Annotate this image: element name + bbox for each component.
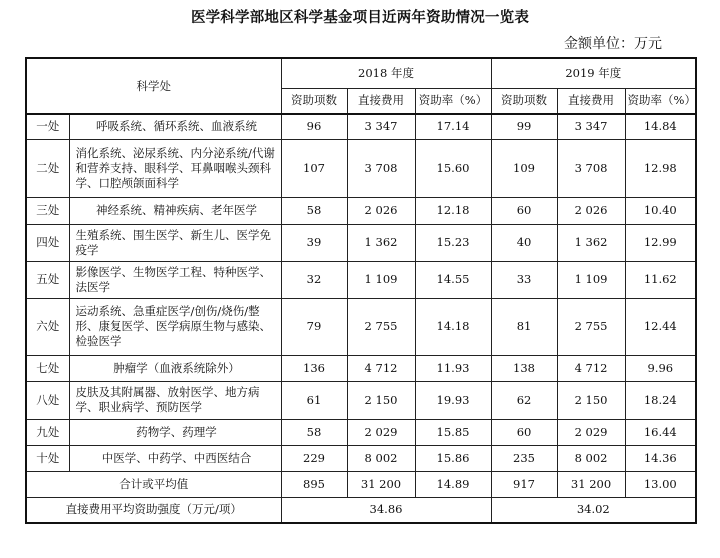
count-2019-cell: 60 [491, 419, 557, 445]
header-count-2019: 资助项数 [491, 88, 557, 114]
rate-2018-cell: 12.18 [415, 197, 491, 224]
rate-2018-cell: 15.23 [415, 224, 491, 261]
count-2018-cell: 96 [281, 114, 347, 139]
rate-2019-cell: 9.96 [625, 355, 696, 381]
count-2018-cell: 39 [281, 224, 347, 261]
header-rate-2018: 资助率（%） [415, 88, 491, 114]
rate-2018-cell: 14.18 [415, 298, 491, 355]
rate-2019-cell: 12.44 [625, 298, 696, 355]
header-cost-2018: 直接费用 [347, 88, 415, 114]
header-dept: 科学处 [26, 58, 281, 114]
count-2019-cell: 33 [491, 261, 557, 298]
count-2019-cell: 62 [491, 381, 557, 419]
topic-cell: 神经系统、精神疾病、老年医学 [69, 197, 281, 224]
count-2019-cell: 109 [491, 139, 557, 197]
table-row [26, 381, 696, 419]
cost-2018-cell: 3 347 [347, 114, 415, 139]
cost-2018-cell: 2 150 [347, 381, 415, 419]
cost-2019-cell: 1 362 [557, 224, 625, 261]
rate-2018-cell: 15.60 [415, 139, 491, 197]
rate-2019-cell: 10.40 [625, 197, 696, 224]
count-2019-cell: 81 [491, 298, 557, 355]
total-cost-2019: 31 200 [557, 471, 625, 497]
unit-note: 金额单位：万元 [564, 36, 662, 52]
topic-cell: 消化系统、泌尿系统、内分泌系统/代谢和营养支持、眼科学、耳鼻咽喉头颈科学、口腔颅颌面科学 [69, 139, 281, 197]
table-row [26, 224, 696, 261]
count-2019-cell: 235 [491, 445, 557, 471]
cost-2018-cell: 2 755 [347, 298, 415, 355]
rate-2018-cell: 14.55 [415, 261, 491, 298]
table-row [26, 419, 696, 445]
funding-table [25, 57, 697, 524]
header-cost-2019: 直接费用 [557, 88, 625, 114]
table-row [26, 139, 696, 197]
topic-cell: 运动系统、急重症医学/创伤/烧伤/整形、康复医学、医学病原生物与感染、检验医学 [69, 298, 281, 355]
count-2019-cell: 40 [491, 224, 557, 261]
intensity-2019: 34.02 [491, 497, 696, 523]
cost-2019-cell: 2 026 [557, 197, 625, 224]
table-row [26, 114, 696, 139]
cost-2019-cell: 1 109 [557, 261, 625, 298]
count-2019-cell: 99 [491, 114, 557, 139]
dept-cell: 五处 [26, 261, 69, 298]
dept-cell: 三处 [26, 197, 69, 224]
cost-2019-cell: 3 708 [557, 139, 625, 197]
rate-2018-cell: 15.85 [415, 419, 491, 445]
header-rate-2019: 资助率（%） [625, 88, 696, 114]
topic-cell: 药物学、药理学 [69, 419, 281, 445]
cost-2019-cell: 4 712 [557, 355, 625, 381]
total-count-2018: 895 [281, 471, 347, 497]
table-row [26, 197, 696, 224]
total-label: 合计或平均值 [26, 471, 281, 497]
rate-2019-cell: 18.24 [625, 381, 696, 419]
rate-2019-cell: 12.99 [625, 224, 696, 261]
topic-cell: 中医学、中药学、中西医结合 [69, 445, 281, 471]
rate-2019-cell: 14.36 [625, 445, 696, 471]
cost-2018-cell: 1 362 [347, 224, 415, 261]
cost-2018-cell: 1 109 [347, 261, 415, 298]
intensity-label: 直接费用平均资助强度（万元/项） [26, 497, 281, 523]
dept-cell: 十处 [26, 445, 69, 471]
dept-cell: 九处 [26, 419, 69, 445]
rate-2019-cell: 16.44 [625, 419, 696, 445]
topic-cell: 呼吸系统、循环系统、血液系统 [69, 114, 281, 139]
topic-cell: 肿瘤学（血液系统除外） [69, 355, 281, 381]
count-2018-cell: 61 [281, 381, 347, 419]
cost-2019-cell: 8 002 [557, 445, 625, 471]
dept-cell: 七处 [26, 355, 69, 381]
dept-cell: 一处 [26, 114, 69, 139]
table-row [26, 445, 696, 471]
total-row [26, 471, 696, 497]
total-rate-2018: 14.89 [415, 471, 491, 497]
intensity-row [26, 497, 696, 523]
total-cost-2018: 31 200 [347, 471, 415, 497]
dept-cell: 八处 [26, 381, 69, 419]
cost-2018-cell: 4 712 [347, 355, 415, 381]
dept-cell: 二处 [26, 139, 69, 197]
intensity-2018: 34.86 [281, 497, 491, 523]
cost-2019-cell: 3 347 [557, 114, 625, 139]
count-2018-cell: 136 [281, 355, 347, 381]
count-2018-cell: 32 [281, 261, 347, 298]
total-count-2019: 917 [491, 471, 557, 497]
count-2018-cell: 58 [281, 419, 347, 445]
topic-cell: 生殖系统、围生医学、新生儿、医学免疫学 [69, 224, 281, 261]
cost-2019-cell: 2 150 [557, 381, 625, 419]
dept-cell: 四处 [26, 224, 69, 261]
header-count-2018: 资助项数 [281, 88, 347, 114]
rate-2018-cell: 11.93 [415, 355, 491, 381]
count-2018-cell: 79 [281, 298, 347, 355]
cost-2018-cell: 2 026 [347, 197, 415, 224]
rate-2018-cell: 15.86 [415, 445, 491, 471]
rate-2018-cell: 17.14 [415, 114, 491, 139]
topic-cell: 皮肤及其附属器、放射医学、地方病学、职业病学、预防医学 [69, 381, 281, 419]
header-year-2018: 2018 年度 [281, 58, 491, 88]
count-2018-cell: 107 [281, 139, 347, 197]
table-row [26, 261, 696, 298]
count-2018-cell: 229 [281, 445, 347, 471]
table-title: 医学科学部地区科学基金项目近两年资助情况一览表 [190, 10, 530, 26]
cost-2019-cell: 2 755 [557, 298, 625, 355]
count-2018-cell: 58 [281, 197, 347, 224]
total-rate-2019: 13.00 [625, 471, 696, 497]
cost-2018-cell: 2 029 [347, 419, 415, 445]
rate-2018-cell: 19.93 [415, 381, 491, 419]
cost-2018-cell: 8 002 [347, 445, 415, 471]
header-year-2019: 2019 年度 [491, 58, 696, 88]
count-2019-cell: 60 [491, 197, 557, 224]
cost-2019-cell: 2 029 [557, 419, 625, 445]
table-row [26, 355, 696, 381]
cost-2018-cell: 3 708 [347, 139, 415, 197]
table-row [26, 298, 696, 355]
topic-cell: 影像医学、生物医学工程、特种医学、法医学 [69, 261, 281, 298]
dept-cell: 六处 [26, 298, 69, 355]
rate-2019-cell: 12.98 [625, 139, 696, 197]
count-2019-cell: 138 [491, 355, 557, 381]
rate-2019-cell: 11.62 [625, 261, 696, 298]
rate-2019-cell: 14.84 [625, 114, 696, 139]
